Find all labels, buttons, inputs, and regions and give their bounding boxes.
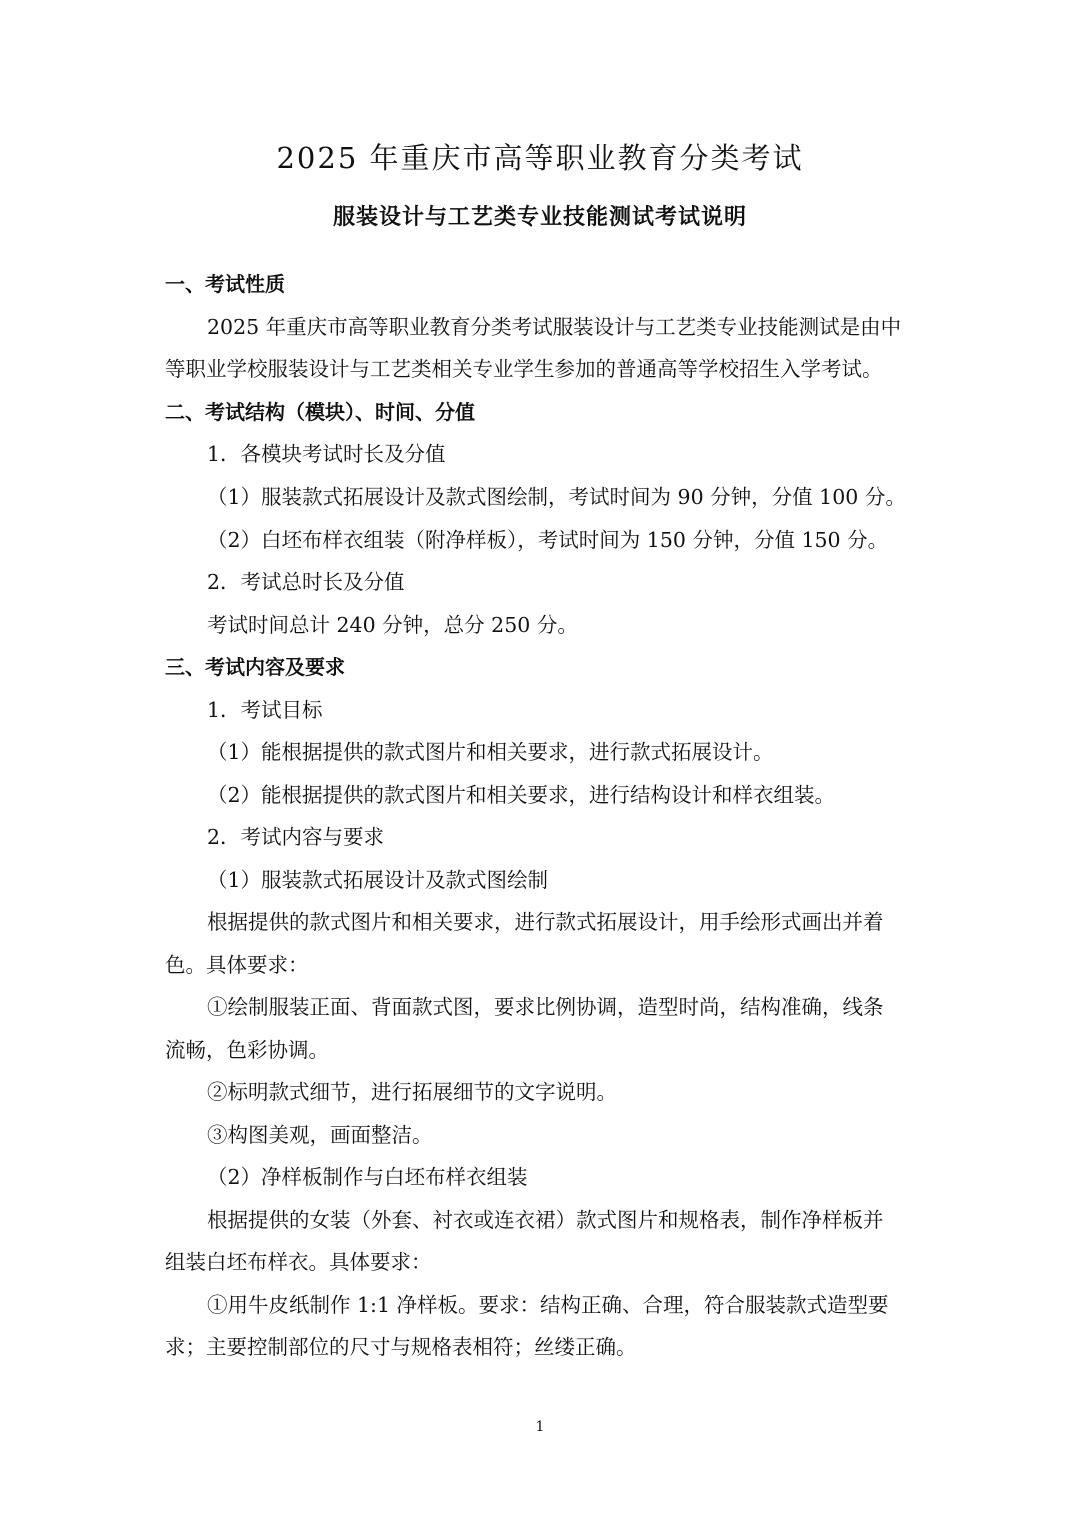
paragraph-line: 求；主要控制部位的尺寸与规格表相符；丝缕正确。 bbox=[165, 1335, 637, 1359]
paragraph-line: 组装白坯布样衣。具体要求： bbox=[165, 1250, 432, 1274]
page-title: 2025 年重庆市高等职业教育分类考试 bbox=[276, 141, 804, 175]
subheading-line: 1．各模块考试时长及分值 bbox=[207, 442, 446, 466]
section-heading-exam-structure: 二、考试结构（模块）、时间、分值 bbox=[165, 400, 475, 424]
subheading-line: 1．考试目标 bbox=[207, 698, 323, 722]
paragraph-line: （1）能根据提供的款式图片和相关要求，进行款式拓展设计。 bbox=[207, 740, 774, 764]
section-heading-exam-nature: 一、考试性质 bbox=[165, 272, 285, 296]
paragraph-line: （1）服装款式拓展设计及款式图绘制，考试时间为 90 分钟，分值 100 分。 bbox=[207, 485, 906, 509]
subheading-line: 2．考试总时长及分值 bbox=[207, 570, 405, 594]
paragraph-line: 等职业学校服装设计与工艺类相关专业学生参加的普通高等学校招生入学考试。 bbox=[165, 357, 883, 381]
paragraph-line: ③构图美观，画面整洁。 bbox=[207, 1123, 433, 1147]
paragraph-line: ②标明款式细节，进行拓展细节的文字说明。 bbox=[207, 1080, 617, 1104]
paragraph-line: 流畅，色彩协调。 bbox=[165, 1038, 329, 1062]
subheading-line: （2）净样板制作与白坯布样衣组装 bbox=[207, 1165, 528, 1189]
paragraph-line: ①绘制服装正面、背面款式图，要求比例协调，造型时尚，结构准确，线条 bbox=[207, 995, 884, 1019]
paragraph-line: 色。具体要求： bbox=[165, 953, 309, 977]
page-subtitle: 服装设计与工艺类专业技能测试考试说明 bbox=[332, 205, 747, 230]
section-heading-exam-content: 三、考试内容及要求 bbox=[165, 655, 345, 679]
paragraph-line: （2）白坯布样衣组装（附净样板），考试时间为 150 分钟，分值 150 分。 bbox=[207, 528, 889, 552]
paragraph-line: ①用牛皮纸制作 1:1 净样板。要求：结构正确、合理，符合服装款式造型要 bbox=[207, 1293, 889, 1317]
paragraph-line: 考试时间总计 240 分钟，总分 250 分。 bbox=[207, 613, 578, 637]
subheading-line: （1）服装款式拓展设计及款式图绘制 bbox=[207, 868, 549, 892]
subheading-line: 2．考试内容与要求 bbox=[207, 825, 385, 849]
paragraph-line: 根据提供的款式图片和相关要求，进行款式拓展设计，用手绘形式画出并着 bbox=[207, 910, 884, 934]
paragraph-line: 2025 年重庆市高等职业教育分类考试服装设计与工艺类专业技能测试是由中 bbox=[207, 315, 902, 339]
paragraph-line: （2）能根据提供的款式图片和相关要求，进行结构设计和样衣组装。 bbox=[207, 783, 836, 807]
paragraph-line: 根据提供的女装（外套、衬衣或连衣裙）款式图片和规格表，制作净样板并 bbox=[207, 1208, 884, 1232]
page-number: 1 bbox=[535, 1419, 545, 1435]
